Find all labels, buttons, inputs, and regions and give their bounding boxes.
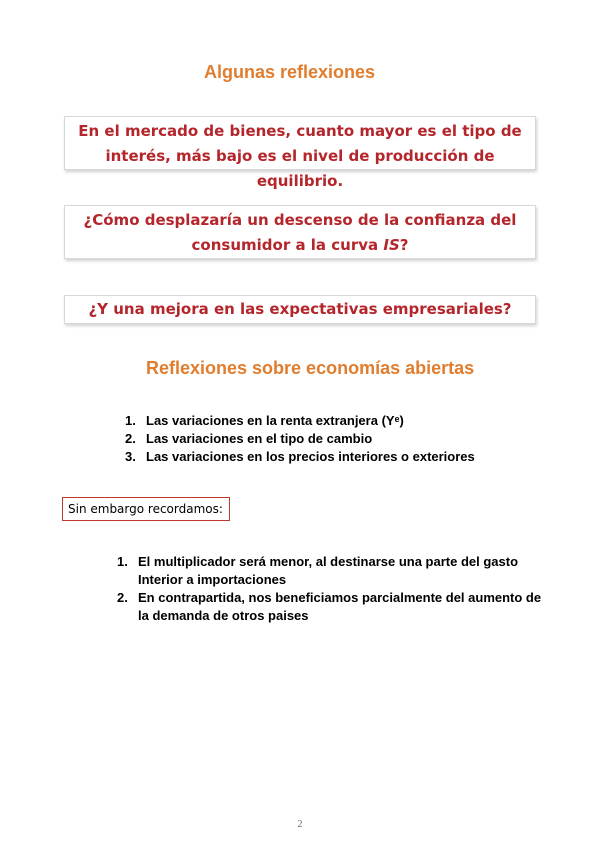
statement-box-interest-rate bbox=[64, 116, 536, 190]
section-title-reflections: Algunas reflexiones bbox=[204, 62, 376, 82]
list-text: El multiplicador será menor, al destinarse una parte del gasto Interior a importaciones bbox=[138, 554, 519, 587]
question-box-business-expectations bbox=[64, 295, 536, 324]
list-item bbox=[117, 589, 547, 625]
is-curve-label: IS bbox=[383, 236, 400, 254]
list-text: En contrapartida, nos beneficiamos parcialmente del aumento de la demanda de otros paises bbox=[138, 590, 542, 623]
list-number: 2. bbox=[125, 431, 136, 446]
list-number: 1. bbox=[117, 554, 128, 569]
list-number: 2. bbox=[117, 590, 128, 605]
list-text: Las variaciones en los precios interiores o exteriores bbox=[146, 449, 475, 464]
list-item bbox=[125, 430, 545, 448]
list-text: Las variaciones en la renta extranjera (Yᵉ) bbox=[146, 413, 404, 428]
list-text: Las variaciones en el tipo de cambio bbox=[146, 431, 373, 446]
list-item bbox=[125, 412, 545, 430]
list-item bbox=[117, 553, 547, 589]
section-title-open-economies: Reflexiones sobre economías abiertas bbox=[146, 358, 475, 378]
question-line: ¿Cómo desplazaría un descenso de la confianza del bbox=[83, 211, 517, 229]
question-line: ¿Y una mejora en las expectativas empresariales? bbox=[88, 300, 512, 318]
page-number: 2 bbox=[297, 819, 303, 830]
statement-line: interés, más bajo es el nivel de producción de equilibrio. bbox=[105, 147, 495, 190]
question-box-consumer-confidence bbox=[64, 205, 536, 259]
open-economy-factors-list bbox=[125, 412, 545, 466]
list-item bbox=[125, 448, 545, 466]
question-text: consumidor a la curva bbox=[191, 236, 384, 254]
statement-line: En el mercado de bienes, cuanto mayor es el tipo de bbox=[78, 122, 522, 140]
question-mark: ? bbox=[399, 236, 409, 254]
reminder-label-box: Sin embargo recordamos: bbox=[62, 497, 230, 521]
question-line bbox=[65, 233, 535, 258]
reminder-list bbox=[117, 553, 547, 625]
list-number: 1. bbox=[125, 413, 136, 428]
list-number: 3. bbox=[125, 449, 136, 464]
